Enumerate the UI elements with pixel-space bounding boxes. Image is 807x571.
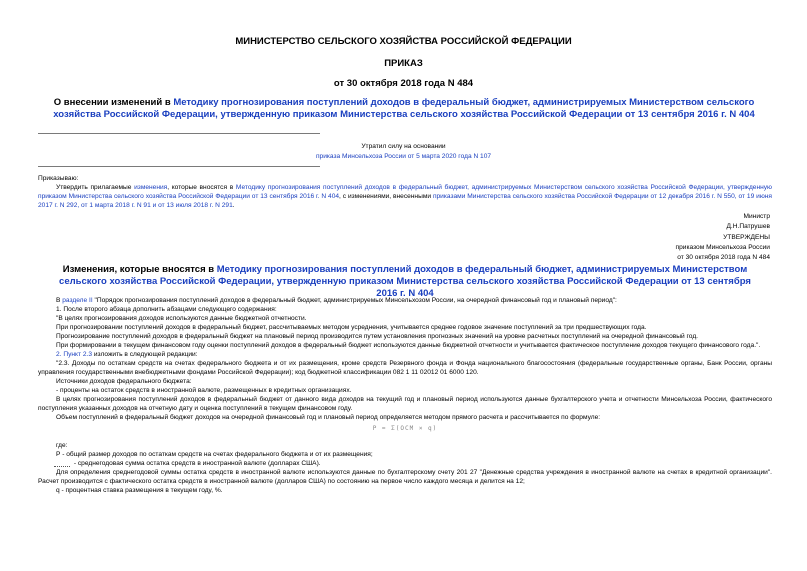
body-line-11: В целях прогнозирования поступлений доходов в федеральный бюджет от данного вида доходов на текущий год и плановый период используются данные бухгалтерского учета и отчетности Минсельхоза России, фактического поступления указанных доходов на отчетную дату и оценка поступлений в текущем финансовом году. (38, 396, 772, 412)
body-line-6: При формировании в текущем финансовом году оценки поступлений доходов в федеральный бюджет используются данные бюджетной отчетности и учитывается фактическое поступление доходов текущего финансового года.". (56, 342, 761, 349)
methodology-link[interactable]: Методику прогнозирования поступлений доходов в федеральный бюджет, администрируемых Министерством сельского хозяйства Российской Федерации, утвержденную приказом Министерства сельского хозяйства Российской Федерации от 13 сентября 2016 г. N 404 (38, 184, 772, 200)
body-line-13: где: (56, 442, 68, 449)
title-prefix: О внесении изменений в (53, 97, 174, 108)
order-text-1: Утвердить прилагаемые (56, 184, 135, 191)
clause-2-3-link[interactable]: 2. Пункт 2.3 (56, 351, 92, 358)
order-intro: Приказываю: (38, 175, 79, 182)
document-date: от 30 октября 2018 года N 484 (333, 78, 474, 89)
section-ii-link[interactable]: разделе II (62, 297, 93, 304)
body-line-15: - среднегодовая сумма остатка средств в иностранной валюте (долларах США). (72, 460, 321, 467)
changes-link[interactable]: изменения (134, 184, 168, 191)
amending-orders-link[interactable]: приказами Министерства сельского хозяйства Российской Федерации от 12 декабря 2016 г. N 550, от 19 июня 2017 г. N 292, от 1 марта 2018 г. N 91 и от 13 июля 2018 г. N 291 (38, 193, 772, 209)
body-line-14: Р - общий размер доходов по остаткам средств на счетах федерального бюджета и от их размещения; (56, 451, 373, 458)
body-line-8: "2.3. Доходы по остаткам средств на счетах федерального бюджета и от их размещения, кроме средств Резервного фонда и Фонда национального благосостояния (федеральные государственные органы, Банк России, органы управления государственными внебюджетными фондами Российской Федерации); код бюджетной классификации 082 1 11 02012 01 6000 120. (38, 360, 772, 376)
body-line-9: Источники доходов федерального бюджета: (56, 378, 192, 385)
formula-image: P = Σ(ОСМ × q) (372, 425, 438, 432)
order-paragraph (38, 183, 772, 210)
body-line-10: - проценты на остаток средств в иностранной валюте, размещенных в кредитных организациях. (56, 387, 352, 394)
changes-title-prefix: Изменения, которые вносятся в (62, 264, 217, 275)
body-line-3: "В целях прогнозирования доходов используются данные бюджетной отчетности. (56, 315, 307, 322)
signature-name: Д.Н.Патрушев (726, 223, 770, 230)
order-text-2: , которые вносятся в (167, 184, 236, 191)
section-ref-text: "Порядок прогнозирования поступлений доходов в федеральный бюджет, администрируемых Минсельхозом России, на очередной финансовый год и плановый период": (92, 297, 617, 304)
body-line-17: q - процентная ставка размещения в текущем году, %. (56, 487, 223, 494)
body-line-16: Для определения среднегодовой суммы остатка средств в иностранной валюте используются данные по бухгалтерскому счету 201 27 "Денежные средства учреждения в иностранной валюте на счетах в кредитной организации". Расчет производится с фактического остатка средств в иностранной валюте (долларов США) по состоянию на первое число каждого месяца и делится на 12; (38, 469, 772, 485)
formula-symbol-icon (54, 459, 70, 467)
section-ref-prefix: В (56, 297, 63, 304)
clause-2-3-text: изложить в следующей редакции: (92, 351, 198, 358)
divider-top (38, 133, 320, 134)
body-line-12: Объем поступлений в федеральный бюджет доходов на очередной финансовый год и плановый период определяется методом прямого расчета и рассчитывается по формуле: (56, 414, 601, 421)
approved-label: УТВЕРЖДЕНЫ (723, 234, 770, 241)
order-text-4: . (232, 202, 235, 209)
body-line-2: 1. После второго абзаца дополнить абзацами следующего содержания: (56, 306, 277, 313)
changes-title-methodology-link[interactable]: Методику прогнозирования поступлений доходов в федеральный бюджет, администрируемых Министерством сельского хозяйства Российской Федерации, утвержденную приказом Министерства сельского хозяйства Российской Федерации от 13 сентября 2016 г. N 404 (59, 264, 751, 299)
changes-body (38, 296, 772, 495)
lost-force-order-link[interactable]: приказа Минсельхоза России от 5 марта 2020 года N 107 (315, 153, 492, 160)
divider-bottom (38, 166, 320, 167)
approved-order-date: от 30 октября 2018 года N 484 (677, 254, 770, 261)
title-methodology-link[interactable]: Методику прогнозирования поступлений доходов в федеральный бюджет, администрируемых Министерством сельского хозяйства Российской Федерации, утвержденную приказом Министерства сельского хозяйства Российской Федерации от 13 сентября 2016 г. N 404 (53, 97, 755, 120)
approved-by-order: приказом Минсельхоза России (675, 244, 770, 251)
ministry-name: МИНИСТЕРСТВО СЕЛЬСКОГО ХОЗЯЙСТВА РОССИЙСКОЙ ФЕДЕРАЦИИ (235, 36, 572, 47)
lost-force-label: Утратил силу на основании (361, 143, 446, 150)
signature-role: Министр (743, 213, 770, 220)
document-title (44, 97, 764, 121)
changes-title (50, 264, 760, 300)
body-line-4: При прогнозировании поступлений доходов в федеральный бюджет, рассчитываемых методом усреднения, учитывается среднее годовое значение поступлений за три предшествующих года. (56, 324, 647, 331)
body-line-5: Прогнозирование поступлений доходов в федеральный бюджет на плановый период производится путем установления прогнозных значений на уровне расчетных поступлений на очередной финансовый год. (56, 333, 699, 340)
order-text-3: , с изменениями, внесенными (339, 193, 433, 200)
document-type: ПРИКАЗ (384, 58, 423, 69)
